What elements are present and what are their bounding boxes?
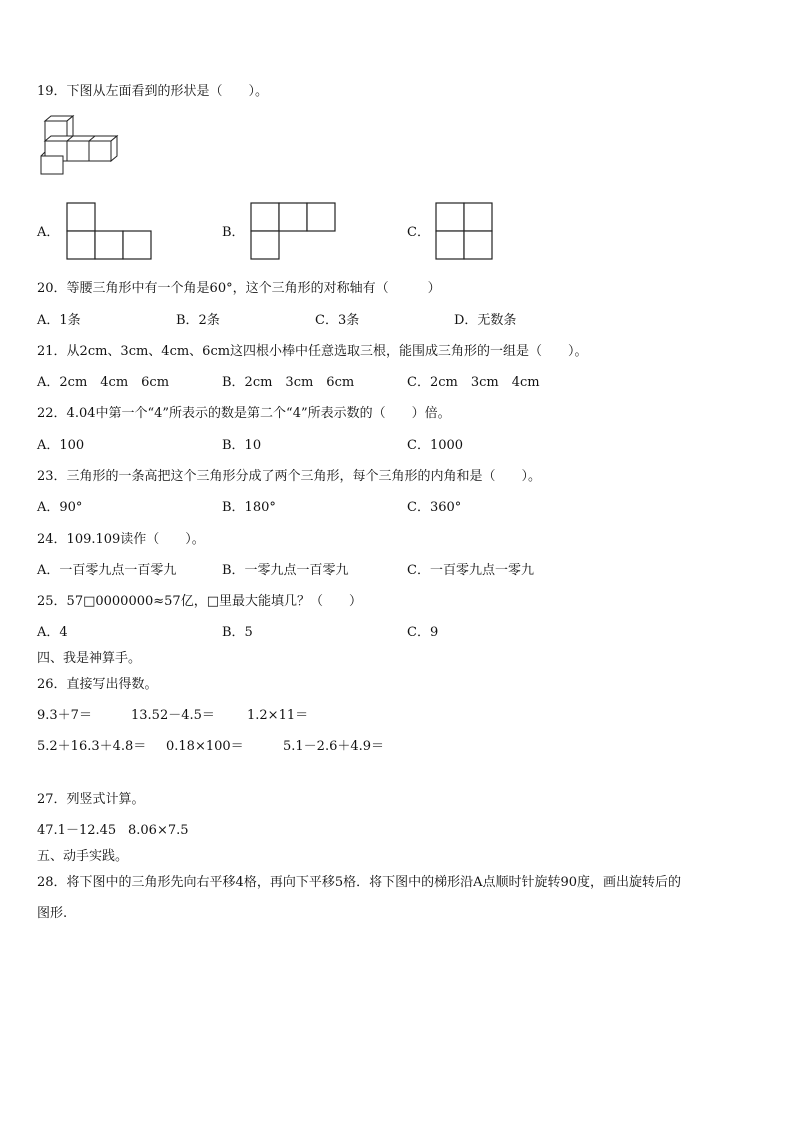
q25-stem: 25．57□0000000≈57亿，□里最大能填几？（ ） bbox=[37, 594, 362, 609]
q22-stem: 22．4.04中第一个“4”所表示的数是第二个“4”所表示数的（ ）倍。 bbox=[37, 406, 451, 421]
q19-option-b[interactable]: B． bbox=[222, 225, 245, 240]
q23-option-a[interactable]: A．90° bbox=[37, 500, 83, 515]
q19-option-b-figure bbox=[250, 202, 336, 260]
q24-option-c[interactable]: C．一百零九点一零九 bbox=[407, 563, 534, 578]
q27-item-1: 47.1－12.45 bbox=[37, 823, 117, 838]
q20-option-a[interactable]: A．1条 bbox=[37, 313, 81, 328]
q28-stem-line-2: 图形. bbox=[37, 906, 68, 921]
section-5-heading: 五、动手实践。 bbox=[37, 849, 129, 864]
q27-stem: 27．列竖式计算。 bbox=[37, 792, 145, 807]
q21-option-b[interactable]: B．2cm 3cm 6cm bbox=[222, 375, 355, 390]
q26-calc-2: 13.52－4.5＝ bbox=[131, 708, 215, 723]
q21-option-a[interactable]: A．2cm 4cm 6cm bbox=[37, 375, 170, 390]
q25-option-c[interactable]: C．9 bbox=[407, 625, 439, 640]
q25-option-a[interactable]: A．4 bbox=[37, 625, 68, 640]
q25-option-b[interactable]: B．5 bbox=[222, 625, 253, 640]
q22-option-c[interactable]: C．1000 bbox=[407, 438, 464, 453]
q20-option-c[interactable]: C．3条 bbox=[315, 313, 360, 328]
q19-option-a-figure bbox=[66, 202, 152, 260]
q26-calc-4: 5.2＋16.3＋4.8＝ bbox=[37, 739, 147, 754]
q19-cube-figure bbox=[38, 116, 118, 178]
q26-calc-5: 0.18×100＝ bbox=[166, 739, 244, 754]
q26-calc-6: 5.1－2.6＋4.9＝ bbox=[283, 739, 385, 754]
q20-option-d[interactable]: D．无数条 bbox=[454, 313, 517, 328]
section-4-heading: 四、我是神算手。 bbox=[37, 651, 142, 666]
q20-option-b[interactable]: B．2条 bbox=[176, 313, 220, 328]
q19-option-a[interactable]: A． bbox=[37, 225, 60, 240]
q24-stem: 24．109.109读作（ ）。 bbox=[37, 532, 205, 547]
q21-option-c[interactable]: C．2cm 3cm 4cm bbox=[407, 375, 540, 390]
q28-stem-line-1: 28．将下图中的三角形先向右平移4格，再向下平移5格．将下图中的梯形沿A点顺时针旋转90度，画出旋转后的 bbox=[37, 875, 682, 890]
q19-option-c[interactable]: C． bbox=[407, 225, 430, 240]
q26-calc-1: 9.3＋7＝ bbox=[37, 708, 92, 723]
q23-option-c[interactable]: C．360° bbox=[407, 500, 462, 515]
q27-item-2: 8.06×7.5 bbox=[128, 823, 189, 838]
q20-stem: 20．等腰三角形中有一个角是60°，这个三角形的对称轴有（ ） bbox=[37, 281, 441, 296]
q22-option-a[interactable]: A．100 bbox=[37, 438, 85, 453]
q21-stem: 21．从2cm、3cm、4cm、6cm这四根小棒中任意选取三根，能围成三角形的一组是（ ）。 bbox=[37, 344, 588, 359]
q24-option-a[interactable]: A．一百零九点一百零九 bbox=[37, 563, 177, 578]
q22-option-b[interactable]: B．10 bbox=[222, 438, 262, 453]
q23-option-b[interactable]: B．180° bbox=[222, 500, 276, 515]
q19-option-c-figure bbox=[435, 202, 493, 260]
q24-option-b[interactable]: B．一零九点一百零九 bbox=[222, 563, 349, 578]
q19-stem: 19．下图从左面看到的形状是（ ）。 bbox=[37, 84, 269, 99]
q26-stem: 26．直接写出得数。 bbox=[37, 677, 158, 692]
q23-stem: 23．三角形的一条高把这个三角形分成了两个三角形，每个三角形的内角和是（ ）。 bbox=[37, 469, 542, 484]
q26-calc-3: 1.2×11＝ bbox=[247, 708, 309, 723]
